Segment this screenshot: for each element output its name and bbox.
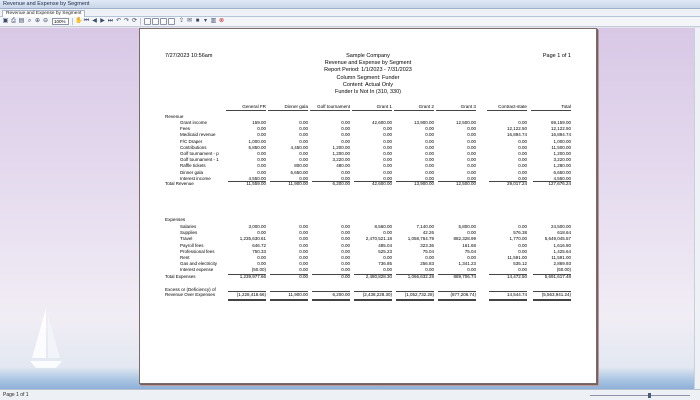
tab-strip: [0, 9, 700, 17]
cell-value: 0.00: [467, 151, 476, 156]
cell-value: 75.04: [464, 248, 476, 254]
cell-value: 0.00: [299, 175, 308, 181]
column-header: General FR: [226, 102, 266, 111]
cell-value: 2,869.93: [553, 261, 571, 267]
cell-value: 2,470,521.18: [365, 236, 392, 242]
cell-value: 1,341.23: [458, 261, 476, 267]
cell-value: 0.00: [518, 120, 527, 125]
cell-value: 0.00: [299, 157, 308, 163]
cell-value: (5,563,941.24): [541, 292, 571, 297]
column-header: Total: [531, 102, 571, 111]
subtotal-rule: [354, 291, 392, 292]
cell-value: 0.00: [383, 169, 392, 175]
cell-value: 576.38: [513, 230, 527, 236]
column-header: Grant 2: [394, 102, 434, 111]
cell-value: 750.33: [252, 248, 266, 254]
email-icon[interactable]: ✉: [186, 18, 193, 24]
subtotal-rule: [396, 181, 434, 182]
cell-value: 1,200.00: [553, 151, 571, 156]
double-underline: [438, 299, 476, 301]
subtotal-rule: [312, 181, 350, 182]
cell-value: 0.00: [425, 126, 434, 132]
cell-value: 0.00: [299, 224, 308, 229]
row-label: Payroll fees: [180, 242, 204, 248]
report-date: 7/27/2023 10:56am: [165, 53, 213, 59]
cell-value: 0.00: [383, 255, 392, 260]
cell-value: 0.00: [425, 169, 434, 175]
net-label-line1: Excess or (Deficiency) of: [165, 287, 216, 292]
subtotal-rule: [228, 274, 266, 275]
cell-value: 0.00: [425, 255, 434, 260]
cell-value: 0.00: [467, 138, 476, 144]
cell-value: 0.00: [425, 144, 434, 150]
cell-value: 0.00: [467, 163, 476, 169]
cell-value: 0.00: [257, 261, 266, 267]
cell-value: 0.00: [341, 248, 350, 254]
window-titlebar: [0, 0, 700, 9]
zoom-select[interactable]: 100%: [52, 18, 69, 25]
row-label: Total Revenue: [165, 181, 194, 186]
preview-toolbar: [0, 17, 700, 27]
subtotal-rule: [396, 274, 434, 275]
subtotal-rule: [354, 181, 392, 182]
cell-value: 11,591.00: [507, 255, 527, 260]
row-label: Travel: [180, 236, 193, 242]
cell-value: 0.00: [299, 261, 308, 267]
subtotal-rule: [228, 291, 266, 292]
column-header: Grant 1: [352, 102, 392, 111]
cell-value: 3,000.00: [248, 224, 266, 229]
cell-value: 0.00: [341, 120, 350, 125]
cell-value: 618.64: [557, 230, 571, 236]
cell-value: 127,676.24: [548, 181, 571, 186]
cell-value: 0.00: [341, 224, 350, 229]
zoom-out-icon[interactable]: ⊖: [42, 18, 49, 24]
cell-value: 0.00: [299, 267, 308, 273]
cell-value: 0.00: [518, 169, 527, 175]
cell-value: 0.00: [467, 169, 476, 175]
column-header: Contract-state: [487, 102, 527, 111]
tab-report[interactable]: Revenue and Expense by Segment: [2, 10, 85, 17]
expenses-section-label: Expenses: [165, 217, 186, 222]
cell-value: 485.04: [378, 242, 392, 248]
row-label: Gas and electricity: [180, 261, 218, 267]
cell-value: 12,500.00: [455, 181, 476, 186]
cell-value: 0.00: [341, 230, 350, 236]
double-underline: [270, 299, 308, 301]
cell-value: 0.00: [467, 255, 476, 260]
cell-value: 0.00: [383, 163, 392, 169]
cell-value: 75.04: [422, 248, 434, 254]
forward-icon[interactable]: ↷: [123, 18, 130, 24]
sailboat-icon: [26, 306, 66, 376]
subtotal-rule: [228, 181, 266, 182]
cell-value: 0.00: [425, 175, 434, 181]
cell-value: 0.00: [467, 230, 476, 236]
close-icon[interactable]: ⊗: [218, 18, 225, 24]
cell-value: 0.00: [341, 261, 350, 267]
cell-value: 1,200.00: [332, 144, 350, 150]
row-label: Supplies: [180, 230, 198, 236]
subtotal-rule: [354, 274, 392, 275]
column-segment: Column Segment: Funder: [336, 74, 400, 81]
cell-value: 1,239,977.66: [239, 274, 266, 279]
cell-value: 0.00: [257, 157, 266, 163]
cell-value: (50.00): [556, 267, 571, 273]
cell-value: 6,650.00: [290, 169, 308, 175]
cell-value: 800.00: [294, 163, 308, 169]
cell-value: 14,472.50: [506, 274, 527, 279]
cell-value: 6,200.00: [332, 181, 350, 186]
cell-value: 0.00: [341, 236, 350, 242]
cell-value: 11,591.00: [551, 255, 571, 260]
search-icon[interactable]: ⌕: [27, 18, 32, 24]
subtotal-rule: [533, 274, 571, 275]
subtotal-rule: [533, 291, 571, 292]
multi-page-icon[interactable]: [152, 18, 159, 25]
cell-value: 0.00: [299, 151, 308, 156]
cell-value: 0.00: [341, 242, 350, 248]
cell-value: 0.00: [467, 126, 476, 132]
cell-value: 0.00: [299, 274, 308, 279]
cell-value: 646.72: [252, 242, 266, 248]
cell-value: 16,894.74: [506, 132, 527, 138]
cell-value: 882,328.99: [453, 236, 476, 242]
cell-value: 3,220.00: [553, 157, 571, 163]
cell-value: 0.00: [425, 132, 434, 138]
cell-value: 0.00: [518, 144, 527, 150]
row-label: Medicaid revenue: [180, 132, 216, 138]
cell-value: 535.12: [513, 261, 527, 267]
status-page: Page 1 of 1: [3, 392, 29, 398]
status-bar: [0, 389, 700, 400]
color-icon[interactable]: ■: [195, 18, 200, 24]
row-label: Revenue Over Expenses: [165, 292, 216, 297]
cell-value: 0.00: [518, 138, 527, 144]
cell-value: 256.83: [420, 261, 434, 267]
cell-value: 0.00: [425, 267, 434, 273]
cell-value: 0.00: [299, 132, 308, 138]
content-filter: Content: Actual Only: [342, 81, 394, 88]
cell-value: 0.00: [341, 175, 350, 181]
cell-value: 42,600.00: [371, 181, 392, 186]
cell-value: 69,159.00: [550, 120, 571, 125]
report-header: [140, 53, 596, 96]
subtotal-rule: [396, 291, 434, 292]
cell-value: 1,616.80: [553, 242, 571, 248]
double-underline: [228, 299, 266, 301]
cell-value: 0.00: [341, 267, 350, 273]
cell-value: 0.00: [341, 255, 350, 260]
column-header: Golf tournament: [310, 102, 350, 111]
cell-value: 11,500.00: [551, 144, 571, 150]
cell-value: 0.00: [299, 255, 308, 260]
cell-value: 0.00: [257, 163, 266, 169]
cell-value: 1,000.00: [553, 138, 571, 144]
cell-value: 0.00: [467, 132, 476, 138]
cell-value: 0.00: [383, 267, 392, 273]
subtotal-rule: [270, 274, 308, 275]
cell-value: 8,560.00: [374, 224, 392, 229]
cell-value: (1,228,418.66): [236, 292, 266, 297]
funder-filter: Funder Is Not In (310, 330): [334, 88, 402, 95]
cell-value: 5,649,045.57: [544, 236, 571, 242]
cell-value: 0.00: [425, 163, 434, 169]
dropdown-icon[interactable]: ▾: [203, 18, 207, 24]
subtotal-rule: [438, 291, 476, 292]
cell-value: 0.00: [383, 230, 392, 236]
cell-value: 1,066,632.28: [407, 274, 434, 279]
cell-value: 0.00: [299, 120, 308, 125]
column-header: Grant 3: [436, 102, 476, 111]
cell-value: (50.00): [251, 267, 266, 273]
cell-value: 4,550.00: [553, 175, 571, 181]
subtotal-rule: [533, 181, 571, 182]
row-label: Interest expense: [180, 267, 214, 273]
cell-value: 13,900.00: [413, 120, 434, 125]
cell-value: 0.00: [341, 138, 350, 144]
subtotal-rule: [489, 274, 527, 275]
export-icon[interactable]: ⇪: [178, 18, 185, 24]
double-underline: [396, 299, 434, 301]
window-title: Revenue and Expense by Segment: [3, 1, 90, 7]
cell-value: 0.00: [518, 163, 527, 169]
report-viewer[interactable]: [0, 28, 700, 389]
cell-value: 0.00: [383, 138, 392, 144]
row-label: Fees: [180, 126, 191, 132]
cell-value: 4,450.00: [290, 144, 308, 150]
back-icon[interactable]: ↶: [115, 18, 122, 24]
cell-value: 2,480,828.30: [365, 274, 392, 279]
next-page-icon[interactable]: ▶: [100, 18, 105, 24]
cell-value: 5,800.00: [458, 224, 476, 229]
first-page-icon[interactable]: ⏮: [83, 18, 90, 24]
net-result-row: [140, 292, 596, 298]
page-setup-icon[interactable]: ▤: [18, 18, 25, 24]
cell-value: 525.23: [378, 248, 392, 254]
cell-value: 736.85: [378, 261, 392, 267]
cell-value: 161.68: [462, 242, 476, 248]
subtotal-rule: [489, 181, 527, 182]
cell-value: 13,900.00: [413, 181, 434, 186]
cell-value: 12,500.00: [455, 120, 476, 125]
row-label: Interest income: [180, 175, 211, 181]
subtotal-rule: [312, 274, 350, 275]
cell-value: 889,706.74: [453, 274, 476, 279]
fit-width-icon[interactable]: [168, 18, 175, 25]
cell-value: 0.00: [518, 267, 527, 273]
thumbnails-icon[interactable]: [160, 18, 167, 25]
cell-value: 0.00: [299, 242, 308, 248]
subtotal-rule: [312, 291, 350, 292]
zoom-slider-knob[interactable]: [648, 393, 651, 398]
company-name: Sample Company: [346, 53, 390, 59]
cell-value: 0.00: [383, 132, 392, 138]
cell-value: 24,500.00: [550, 224, 571, 229]
cell-value: 0.00: [257, 230, 266, 236]
cell-value: 0.00: [299, 230, 308, 236]
vertical-scrollbar[interactable]: [694, 28, 700, 389]
row-label: Golf tournament - 1: [180, 157, 219, 163]
row-label: Rent: [180, 255, 190, 260]
cell-value: 12,122.50: [506, 126, 527, 132]
cell-value: 0.00: [518, 248, 527, 254]
cell-value: 0.00: [467, 175, 476, 181]
cell-value: 0.00: [425, 151, 434, 156]
cell-value: 1,058,764.79: [407, 236, 434, 242]
zoom-in-icon[interactable]: ⊕: [34, 18, 41, 24]
cell-value: (1,052,732.28): [404, 292, 434, 297]
row-label: Grant income: [180, 120, 208, 125]
double-underline: [312, 299, 350, 301]
cell-value: 11,559.00: [246, 181, 266, 186]
refresh-icon[interactable]: ⟳: [131, 18, 138, 24]
cell-value: 0.00: [383, 151, 392, 156]
last-page-icon[interactable]: ⏭: [107, 18, 114, 24]
cell-value: 1,000.00: [248, 138, 266, 144]
column-header: Dinner gala: [268, 102, 308, 111]
row-label: Salaries: [180, 224, 197, 229]
double-underline: [489, 299, 527, 301]
cell-value: 4,550.00: [248, 175, 266, 181]
cell-value: 1,200.00: [332, 151, 350, 156]
cell-value: 5,850.00: [248, 144, 266, 150]
subtotal-rule: [438, 274, 476, 275]
row-label: Raffle tickets: [180, 163, 206, 169]
cell-value: 0.00: [257, 169, 266, 175]
cell-value: 14,544.74: [506, 292, 527, 297]
report-period: Report Period: 1/1/2023 - 7/31/2023: [324, 67, 412, 74]
row-label: Dinner gala: [180, 169, 204, 175]
cell-value: 0.00: [467, 157, 476, 163]
zoom-slider-track: [590, 395, 690, 396]
report-page-number: Page 1 of 1: [542, 53, 571, 59]
row-label: Golf tournament - p: [180, 151, 219, 156]
settings-icon[interactable]: ▥: [210, 18, 217, 24]
cell-value: 0.00: [383, 126, 392, 132]
cell-value: 3,220.00: [332, 157, 350, 163]
cell-value: 0.00: [257, 151, 266, 156]
subtotal-rule: [489, 291, 527, 292]
toolbar-divider: [72, 18, 73, 25]
cell-value: 0.00: [257, 132, 266, 138]
cell-value: 0.00: [383, 157, 392, 163]
save-icon[interactable]: ▣: [2, 18, 9, 24]
expense-row: [140, 267, 596, 273]
cell-value: 29,017.24: [506, 181, 527, 186]
row-label: Professional fees: [180, 248, 215, 254]
cell-value: 0.00: [257, 255, 266, 260]
cell-value: 0.00: [341, 132, 350, 138]
cell-value: 0.00: [425, 138, 434, 144]
cell-value: 0.00: [299, 236, 308, 242]
cell-value: (2,438,228.30): [362, 292, 392, 297]
cell-value: 0.00: [518, 242, 527, 248]
cell-value: 323.36: [420, 242, 434, 248]
zoom-slider[interactable]: [590, 393, 690, 397]
cell-value: 0.00: [518, 151, 527, 156]
cell-value: 480.00: [336, 163, 350, 169]
cell-value: 1,235,630.61: [239, 236, 266, 242]
cell-value: 0.00: [425, 157, 434, 163]
double-underline: [533, 299, 571, 301]
toolbar-divider: [140, 18, 141, 25]
cell-value: 0.00: [299, 248, 308, 254]
cell-value: 7,140.00: [416, 224, 434, 229]
cell-value: 16,894.74: [550, 132, 571, 138]
cell-value: 0.00: [467, 267, 476, 273]
cell-value: (877,206.74): [450, 292, 476, 297]
cell-value: 6,650.00: [553, 169, 571, 175]
cell-value: 1,425.64: [553, 248, 571, 254]
double-underline: [354, 299, 392, 301]
cell-value: 0.00: [257, 126, 266, 132]
report-page: [139, 28, 597, 384]
row-label: Contributions: [180, 144, 207, 150]
print-icon[interactable]: ⎙: [11, 18, 16, 24]
cell-value: 0.00: [299, 126, 308, 132]
cell-value: 5,691,617.48: [544, 274, 571, 279]
cell-value: 12,122.50: [550, 126, 571, 132]
cell-value: 42,600.00: [371, 120, 392, 125]
single-page-icon[interactable]: [144, 18, 151, 25]
cell-value: 0.00: [518, 224, 527, 229]
prev-page-icon[interactable]: ◀: [92, 18, 97, 24]
report-title: Revenue and Expense by Segment: [324, 60, 412, 67]
cell-value: 11,900.00: [288, 292, 308, 297]
cell-value: 1,280.00: [553, 163, 571, 169]
subtotal-rule: [438, 181, 476, 182]
cell-value: 11,900.00: [288, 181, 308, 186]
cell-value: 42.26: [422, 230, 434, 236]
cell-value: 159.00: [252, 120, 266, 125]
cell-value: 0.00: [341, 126, 350, 132]
hand-tool-icon[interactable]: ✋: [75, 18, 83, 24]
cell-value: 1,770.00: [509, 236, 527, 242]
cell-value: 0.00: [341, 169, 350, 175]
cell-value: 6,200.00: [332, 292, 350, 297]
revenue-section-label: Revenue: [165, 114, 184, 119]
cell-value: 0.00: [467, 144, 476, 150]
cell-value: 0.00: [299, 138, 308, 144]
subtotal-rule: [270, 181, 308, 182]
cell-value: 0.00: [383, 144, 392, 150]
row-label: F/C Draper: [180, 138, 203, 144]
cell-value: 0.00: [383, 175, 392, 181]
subtotal-rule: [270, 291, 308, 292]
cell-value: 0.00: [518, 157, 527, 163]
cell-value: 0.00: [518, 175, 527, 181]
row-label: Total Expenses: [165, 274, 196, 279]
cell-value: 0.00: [341, 274, 350, 279]
